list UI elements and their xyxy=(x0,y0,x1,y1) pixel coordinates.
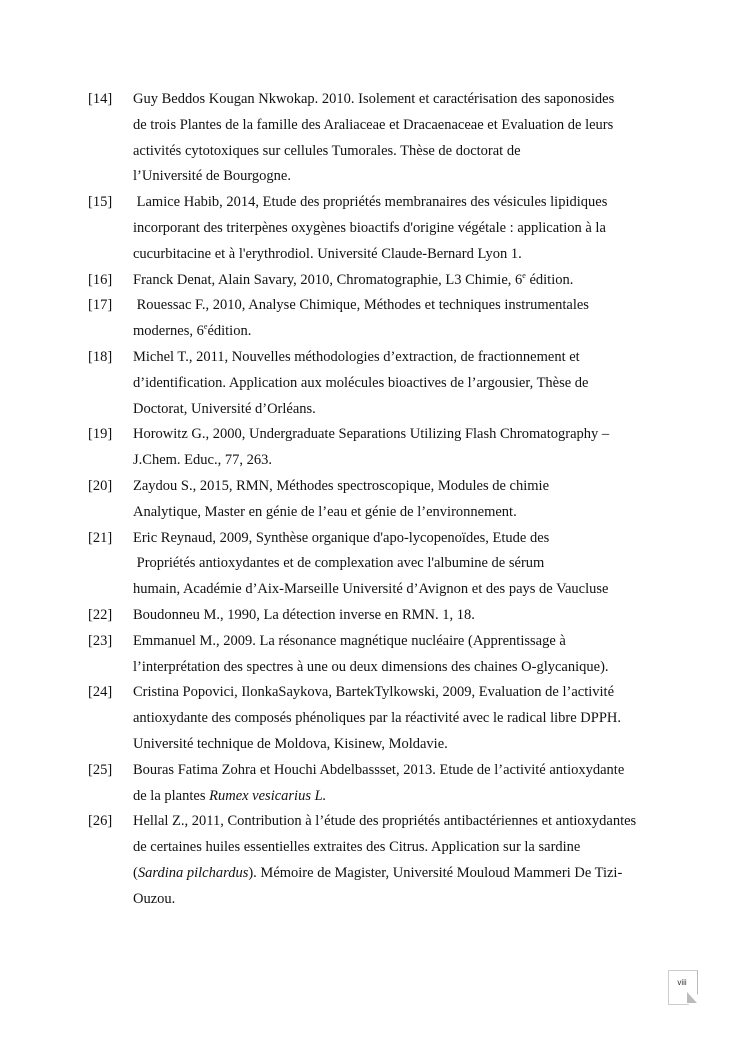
text-segment: activités cytotoxiques sur cellules Tumorales. Thèse de doctorat de xyxy=(133,142,521,159)
reference-text xyxy=(133,629,688,681)
reference-text xyxy=(133,87,688,190)
reference-line xyxy=(133,474,688,500)
reference-line xyxy=(133,371,688,397)
reference-line xyxy=(133,268,688,294)
text-segment: Boudonneu M., 1990, La détection inverse en RMN. 1, 18. xyxy=(133,606,475,623)
text-segment: Analytique, Master en génie de l’eau et génie de l’environnement. xyxy=(133,503,517,520)
reference-line xyxy=(133,706,688,732)
reference-line xyxy=(133,861,688,887)
text-segment: de trois Plantes de la famille des Araliaceae et Dracaenaceae et Evaluation de leurs xyxy=(133,116,614,133)
reference-line xyxy=(133,732,688,758)
text-segment: Rouessac F., 2010, Analyse Chimique, Méthodes et techniques instrumentales xyxy=(133,297,589,314)
reference-number: [18] xyxy=(88,348,113,365)
reference-line xyxy=(133,139,688,165)
reference-number: [19] xyxy=(88,426,113,443)
reference-line xyxy=(133,835,688,861)
reference-line xyxy=(133,551,688,577)
reference-entry xyxy=(88,603,688,629)
text-segment: Bouras Fatima Zohra et Houchi Abdelbassset, 2013. Etude de l’activité antioxydante xyxy=(133,761,625,778)
reference-line xyxy=(133,526,688,552)
text-segment: antioxydante des composés phénoliques par la réactivité avec le radical libre DPPH. xyxy=(133,710,622,727)
italic-text: Rumex vesicarius L. xyxy=(209,787,327,804)
text-segment: Guy Beddos Kougan Nkwokap. 2010. Isolement et caractérisation des saponosides xyxy=(133,91,615,107)
text-segment: ). Mémoire de Magister, Université Mouloud Mammeri De Tizi- xyxy=(248,864,623,881)
text-segment: Horowitz G., 2000, Undergraduate Separations Utilizing Flash Chromatography – xyxy=(133,426,610,443)
reference-entry xyxy=(88,809,688,912)
text-segment: Doctorat, Université d’Orléans. xyxy=(133,400,316,417)
text-segment: cucurbitacine et à l'erythrodiol. Université Claude-Bernard Lyon 1. xyxy=(133,245,522,262)
text-segment: édition. xyxy=(207,323,252,340)
reference-line xyxy=(133,422,688,448)
reference-number: [22] xyxy=(88,606,113,623)
reference-text xyxy=(133,758,688,810)
text-segment: l’Université de Bourgogne. xyxy=(133,168,291,185)
reference-line xyxy=(133,680,688,706)
reference-entry xyxy=(88,190,688,267)
reference-text xyxy=(133,809,688,912)
reference-line xyxy=(133,448,688,474)
reference-entry xyxy=(88,629,688,681)
reference-text xyxy=(133,190,688,267)
text-segment: modernes, 6 xyxy=(133,323,204,340)
reference-number: [23] xyxy=(88,632,113,649)
reference-text xyxy=(133,293,688,345)
text-segment: Emmanuel M., 2009. La résonance magnétique nucléaire (Apprentissage à xyxy=(133,632,566,649)
reference-line xyxy=(133,603,688,629)
reference-line xyxy=(133,242,688,268)
reference-text xyxy=(133,603,688,629)
reference-line xyxy=(133,655,688,681)
reference-line xyxy=(133,293,688,319)
text-segment: l’interprétation des spectres à une ou deux dimensions des chaines O-glycanique). xyxy=(133,658,609,675)
text-segment: humain, Académie d’Aix-Marseille Université d’Avignon et des pays de Vaucluse xyxy=(133,581,609,598)
text-segment: Hellal Z., 2011, Contribution à l’étude des propriétés antibactériennes et antioxydantes xyxy=(133,813,637,830)
reference-entry xyxy=(88,474,688,526)
reference-line xyxy=(133,887,688,913)
text-segment: Michel T., 2011, Nouvelles méthodologies d’extraction, de fractionnement et xyxy=(133,348,580,365)
text-segment: Franck Denat, Alain Savary, 2010, Chromatographie, L3 Chimie, 6 xyxy=(133,271,523,288)
reference-line xyxy=(133,113,688,139)
text-segment: Université technique de Moldova, Kisinew, Moldavie. xyxy=(133,735,448,752)
reference-number: [14] xyxy=(88,91,113,107)
text-segment: ( xyxy=(133,864,138,881)
reference-number: [15] xyxy=(88,194,113,211)
page-curl-icon xyxy=(687,992,697,1003)
text-segment: Cristina Popovici, IlonkaSaykova, BartekTylkowski, 2009, Evaluation de l’activité xyxy=(133,684,615,701)
text-segment: Ouzou. xyxy=(133,890,176,907)
superscript: e xyxy=(203,322,208,332)
reference-line xyxy=(133,784,688,810)
reference-text xyxy=(133,526,688,603)
text-segment: Propriétés antioxydantes et de complexation avec l'albumine de sérum xyxy=(133,555,545,572)
text-segment: de certaines huiles essentielles extraites des Citrus. Application sur la sardine xyxy=(133,839,581,856)
text-segment: Zaydou S., 2015, RMN, Méthodes spectroscopique, Modules de chimie xyxy=(133,477,550,494)
reference-number: [21] xyxy=(88,529,113,546)
reference-entry xyxy=(88,293,688,345)
reference-number: [25] xyxy=(88,761,113,778)
reference-line xyxy=(133,319,688,345)
reference-line xyxy=(133,190,688,216)
text-segment: Lamice Habib, 2014, Etude des propriétés membranaires des vésicules lipidiques xyxy=(133,194,608,211)
text-segment: J.Chem. Educ., 77, 263. xyxy=(133,452,272,469)
page-number: viii xyxy=(677,978,687,987)
reference-entry xyxy=(88,758,688,810)
reference-line xyxy=(133,809,688,835)
reference-entry xyxy=(88,680,688,757)
reference-text xyxy=(133,474,688,526)
reference-text xyxy=(133,422,688,474)
reference-line xyxy=(133,758,688,784)
reference-line xyxy=(133,87,688,113)
reference-text xyxy=(133,268,688,294)
reference-line xyxy=(133,164,688,190)
text-segment: incorporant des triterpènes oxygènes bioactifs d'origine végétale : application à la xyxy=(133,219,606,236)
reference-entry xyxy=(88,526,688,603)
italic-text: Sardina pilchardus xyxy=(137,864,249,881)
reference-line xyxy=(133,577,688,603)
reference-number: [26] xyxy=(88,813,113,830)
text-segment: d’identification. Application aux molécules bioactives de l’argousier, Thèse de xyxy=(133,374,589,391)
reference-line xyxy=(133,216,688,242)
reference-entry xyxy=(88,268,688,294)
reference-entry xyxy=(88,87,688,190)
reference-text xyxy=(133,345,688,422)
reference-entry xyxy=(88,345,688,422)
reference-number: [24] xyxy=(88,684,113,701)
reference-entry xyxy=(88,422,688,474)
reference-line xyxy=(133,397,688,423)
text-segment: Eric Reynaud, 2009, Synthèse organique d'apo-lycopenoïdes, Etude des xyxy=(133,529,550,546)
reference-line xyxy=(133,629,688,655)
text-segment: édition. xyxy=(525,271,574,288)
reference-line xyxy=(133,500,688,526)
reference-number: [17] xyxy=(88,297,113,314)
reference-number: [20] xyxy=(88,477,113,494)
reference-text xyxy=(133,680,688,757)
reference-line xyxy=(133,345,688,371)
reference-list xyxy=(88,87,688,913)
superscript: e xyxy=(522,270,526,280)
reference-number: [16] xyxy=(88,271,113,288)
text-segment: de la plantes xyxy=(133,787,210,804)
